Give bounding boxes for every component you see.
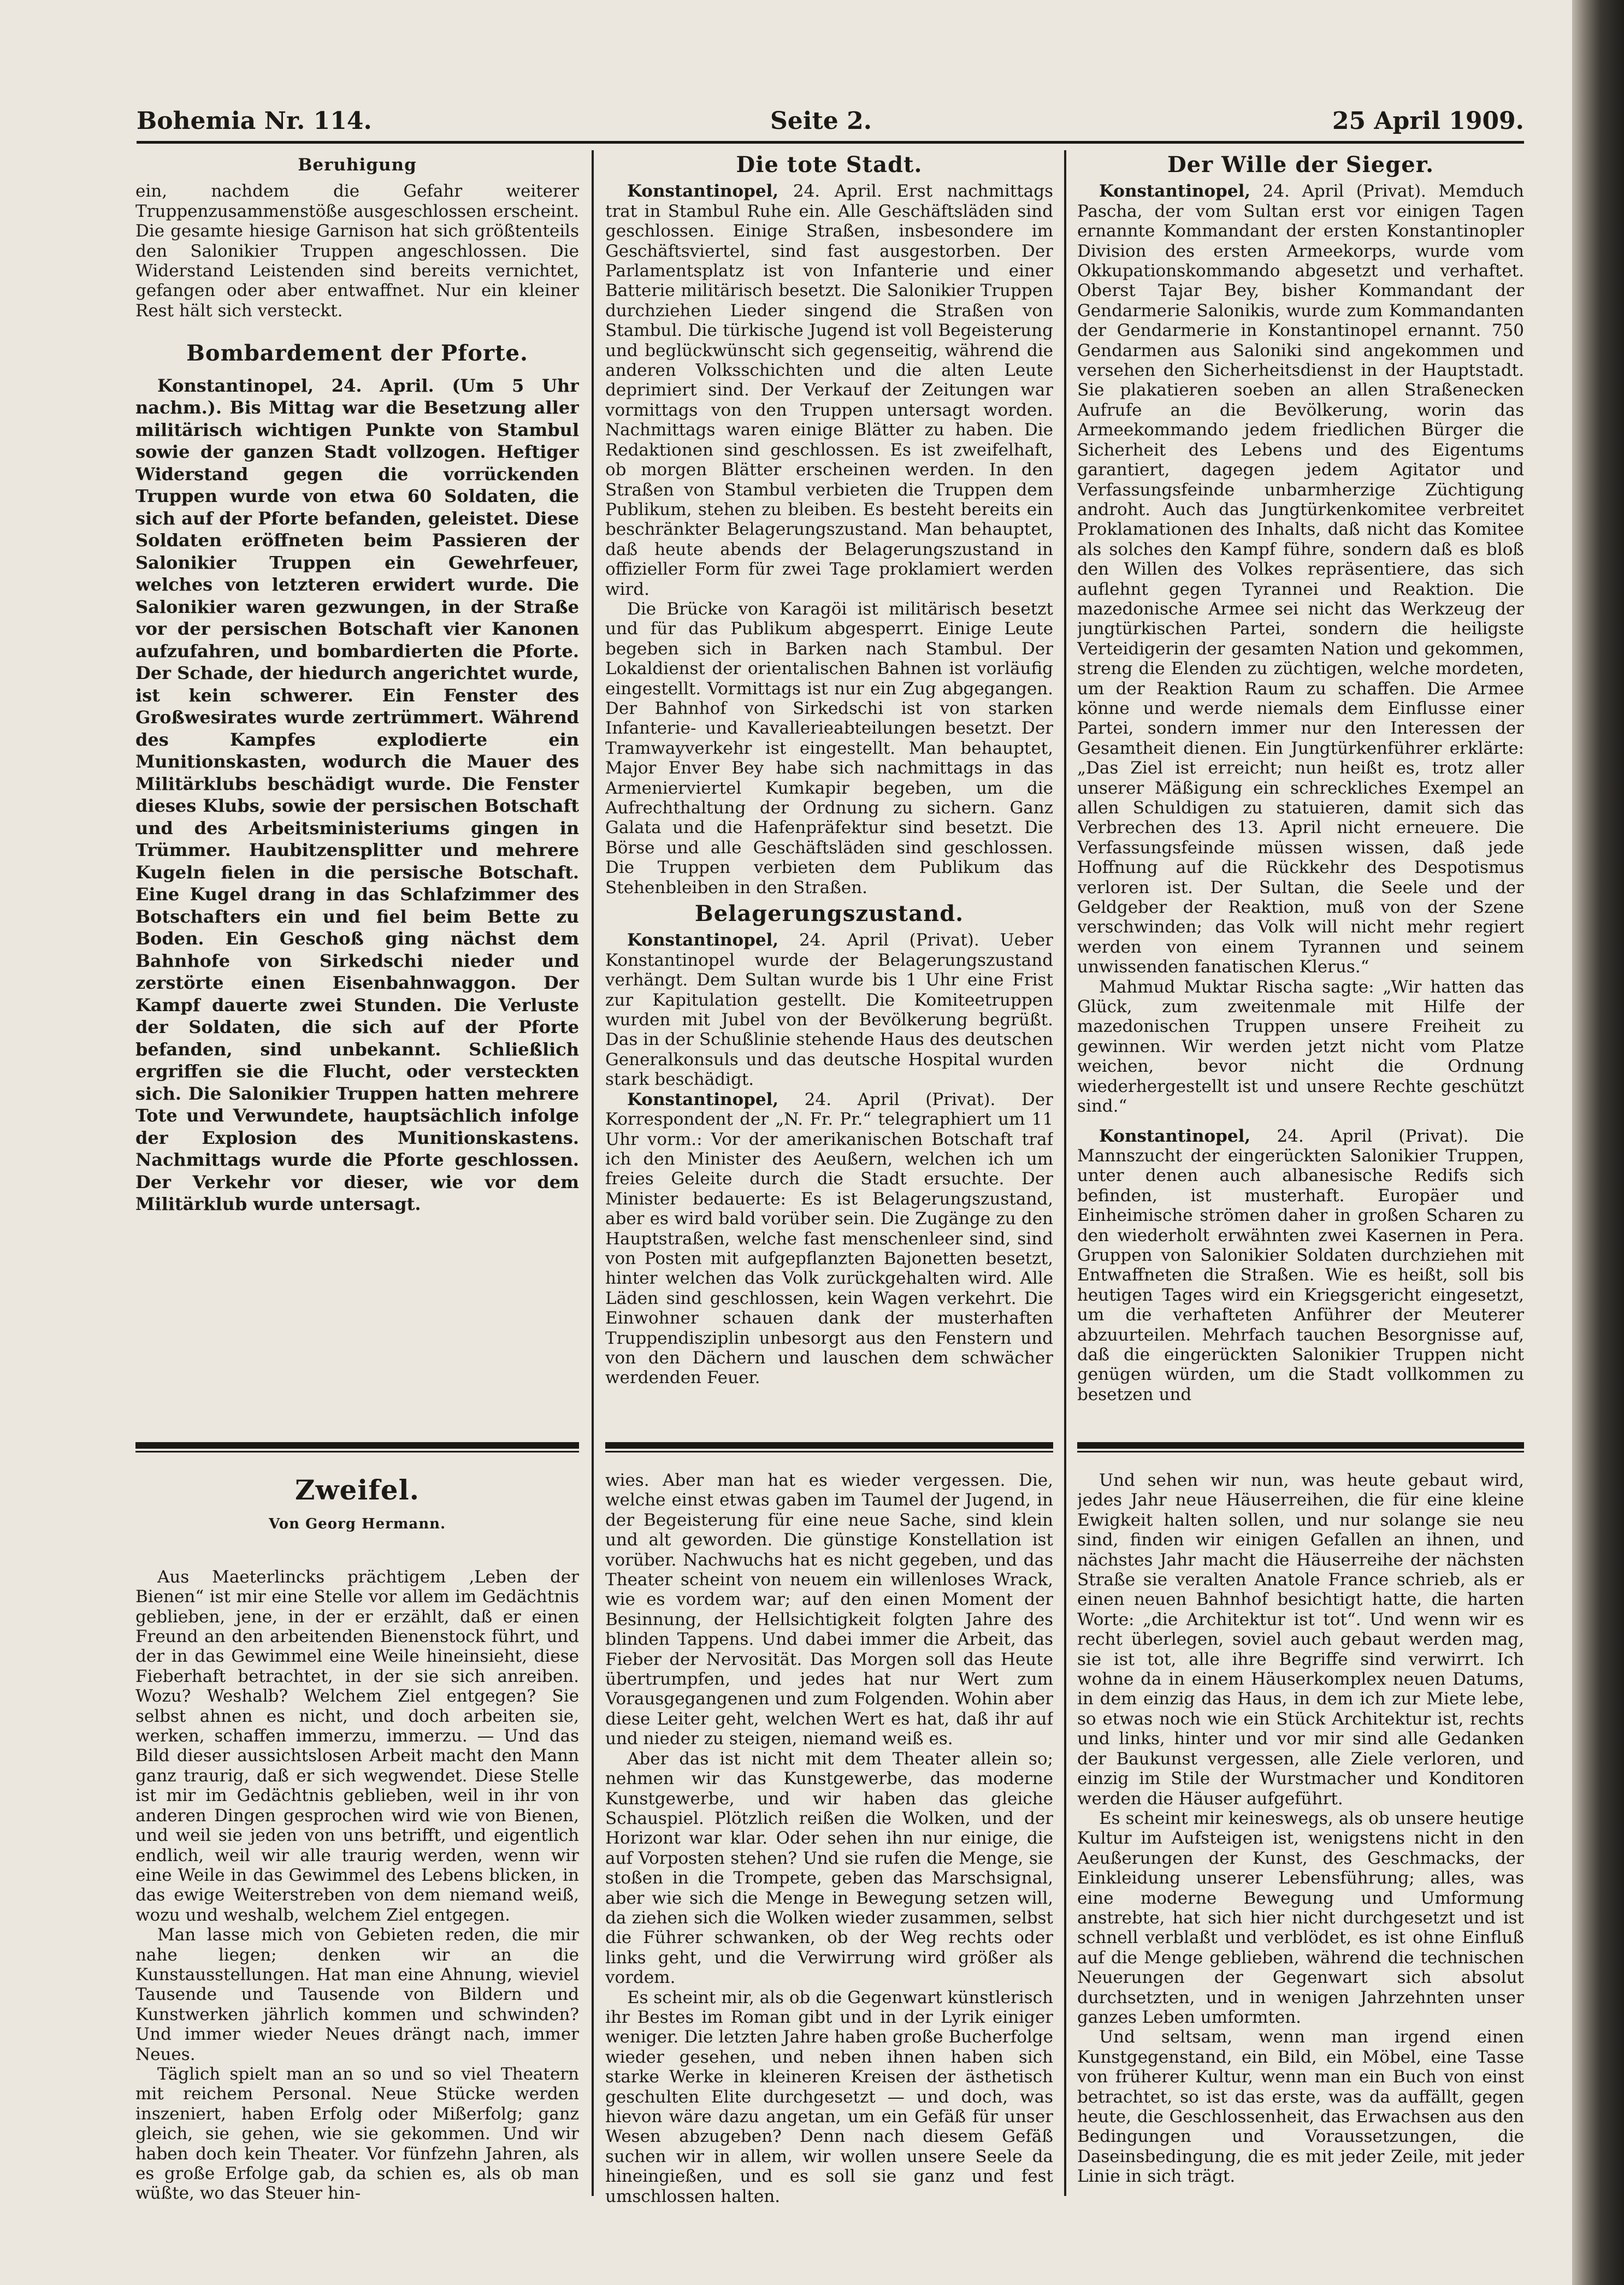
feuilleton-text: Aber das ist nicht mit dem Theater allein so; nehmen wir das Kunstgewerbe, das moderne Kunstgewerbe, und wir haben das gleiche Schauspiel. Plötzlich reißen die Wolken, und der Horizont war klar. Oder sehen ihn nur einige, die auf Vorposten stehen? Und sie rufen die Menge, sie stoßen in die Trompete, geben das Marschsignal, aber wie sich die Menge in Bewegung setzen will, da ziehen sich die Wolken wieder zusammen, selbst die Führer schwanken, ob der Weg rechts oder links geht, und die Verwirrung wird größer als vordem. (605, 1749, 1053, 1988)
issue-date: 25 April 1909. (1332, 107, 1524, 135)
feuilleton-title: Zweifel. (294, 1475, 420, 1506)
article-bombardement-text: Konstantinopel, 24. April. (Um 5 Uhr nachm.). Bis Mittag war die Besetzung aller militärisch wichtigen Punkte von Stambul sowie der ganzen Stadt vollzogen. Heftiger Widerstand gegen die vorrückenden Truppen wurde von etwa 60 Soldaten, die sich auf der Pforte befanden, geleistet. Diese Soldaten eröffneten beim Passieren der Salonikier Truppen ein Gewehrfeuer, welches von letzteren erwidert wurde. Die Salonikier waren gezwungen, in der Straße vor der persischen Botschaft vier Kanonen aufzufahren, und bombardierten die Pforte. Der Schade, der hiedurch angerichtet wurde, ist kein schwerer. Ein Fenster des Großwesirates wurde zertrümmert. Während des Kampfes explodierte ein Munitionskasten, wodurch die Mauer des Militärklubs beschädigt wurde. Die Fenster dieses Klubs, sowie der persischen Botschaft und des Arbeitsministeriums gingen in Trümmer. Haubitzensplitter und mehrere Kugeln fielen in die persische Botschaft. Eine Kugel drang in das Schlafzimmer des Botschafters ein und fiel beim Bette zu Boden. Ein Geschoß ging nächst dem Bahnhofe von Sirkedschi nieder und zerstörte einen Eisenbahnwaggon. Der Kampf dauerte zwei Stunden. Die Verluste der Soldaten, die sich auf der Pforte befanden, sind unbekannt. Schließlich ergriffen sie die Flucht, oder versteckten sich. Die Salonikier Truppen hatten mehrere Tote und Verwundete, hauptsächlich infolge der Explosion des Munitionskastens. Nachmittags wurde die Pforte geschlossen. Der Verkehr vor dieser, wie vor dem Militärklub wurde untersagt. (135, 375, 579, 1215)
article-beruhigung-text: ein, nachdem die Gefahr weiterer Truppenzusammenstöße ausgeschlossen erscheint. Die gesamte hiesige Garnison hat sich größtenteils den Salonikier Truppen angeschlossen. Die Widerstand Leistenden sind bereits vernichtet, gefangen oder aber entwaffnet. Nur ein kleiner Rest hält sich versteckt. (135, 181, 579, 321)
feuilleton-byline: Von Georg Hermann. (268, 1516, 446, 1533)
article-wille-text-3: 24. April (Privat). Die Mannszucht der eingerückten Salonikier Truppen, unter denen auch albanesische Redifs sich befinden, ist musterhaft. Europäer und Einheimische strömen daher in großen Scharen zu den wiederholt erwähnten zwei Kasernen in Pera. Gruppen von Salonikier Soldaten durchziehen mit Entwaffneten die Straßen. Wie es heißt, soll bis heutigen Tages wird ein Kriegsgericht eingesetzt, um die verhafteten Anführer der Meuterer abzuurteilen. Mehrfach tauchen Besorgnisse auf, daß die eingerückten Salonikier Truppen nicht genügen würden, um die Stadt vollkommen zu besetzen und (1077, 1126, 1524, 1404)
feuilleton-rule-thin (135, 1451, 579, 1453)
news-column-1 (135, 153, 579, 1418)
article-wille-text-2: Mahmud Muktar Rischa sagte: „Wir hatten das Glück, zum zweitenmale mit Hilfe der mazedonischen Truppen unsere Freiheit zu gewinnen. Wir werden jetzt nicht vom Platze weichen, bevor nicht die Ordnung wiederhergestellt ist und unsere Rechte geschützt sind.“ (1077, 977, 1524, 1117)
page-number: Seite 2. (770, 107, 872, 135)
feuilleton-rule (1077, 1442, 1524, 1449)
headline-tote-stadt: Die tote Stadt. (736, 153, 923, 178)
dateline: Konstantinopel, (627, 930, 779, 950)
dateline: Konstantinopel, (1099, 1126, 1251, 1146)
article-tote-stadt-text-2: Die Brücke von Karagöi ist militärisch besetzt und für das Publikum abgesperrt. Einige Leute begeben sich in Barken nach Stambul. Der Lokaldienst der orientalischen Bahnen ist vorläufig eingestellt. Vormittags ist nur ein Zug abgegangen. Der Bahnhof von Sirkedschi ist von starken Infanterie- und Kavallerieabteilungen besetzt. Der Tramwayverkehr ist eingestellt. Man behauptet, Major Enver Bey habe sich nachmittags in das Armenierviertel Kumkapir begeben, um die Aufrechthaltung der Ordnung zu sichern. Ganz Galata und die Hafenpräfektur sind besetzt. Die Börse und alle Geschäftsläden sind geschlossen. Die Truppen verbieten dem Publikum das Stehenbleiben in den Straßen. (605, 599, 1053, 898)
masthead (137, 107, 1524, 140)
feuilleton-text: wies. Aber man hat es wieder vergessen. Die, welche einst etwas gaben im Taumel der Jugend, in der Begeisterung für eine neue Sache, sind klein und alt geworden. Die günstige Konstellation ist vorüber. Nachwuchs hat es nicht gegeben, und das Theater scheint von neuem ein willenloses Wrack, wie es vordem war; auf den einen Moment der Besinnung, der Hellsichtigkeit folgten Jahre des blinden Tappens. Und dabei immer die Arbeit, das Fieber der Nervosität. Das Morgen soll das Heute übertrumpfen, und jedes hat nur Wert zum Vorausgegangenen und zum Folgenden. Wohin aber diese Leiter geht, welchen Wert es hat, daß ihr auf und nieder zu steigen, niemand weiß es. (605, 1471, 1053, 1749)
article-belagerung-text-1: 24. April (Privat). Ueber Konstantinopel wurde der Belagerungszustand verhängt. Dem Sultan wurde bis 1 Uhr eine Frist zur Kapitulation gestellt. Die Komiteetruppen wurden mit Jubel von der Bevölkerung begrüßt. Das in der Schußlinie stehende Haus des deutschen Generalkonsuls und das deutsche Hospital wurden stark beschädigt. (605, 930, 1053, 1090)
feuilleton-text: Es scheint mir keineswegs, als ob unsere heutige Kultur im Aufsteigen ist, wenigstens nicht in den Aeußerungen der Kunst, des Geschmacks, der Einkleidung unserer Lebensführung; alles, was eine moderne Bewegung und Umformung anstrebte, hat sich hier nicht durchgesetzt und ist schnell verblaßt und verblödet, es ist ohne Einfluß auf die Menge geblieben, während die technischen Neuerungen der Gegenwart sich absolut durchsetzten, und in wenigen Jahrzehnten unser ganzes Leben umformten. (1077, 1808, 1524, 2027)
masthead-rule (137, 141, 1524, 144)
headline-beruhigung: Beruhigung (298, 155, 417, 175)
article-belagerung-text-2: 24. April (Privat). Der Korrespondent der „N. Fr. Pr.“ telegraphiert um 11 Uhr vorm.: Vor der amerikanischen Botschaft traf ich den Minister des Aeußern, welchen ich um freies Geleite durch die Stadt ersuchte. Der Minister bedauerte: Es ist Belagerungszustand, aber es wird bald vorüber sein. Die Zugänge zu den Hauptstraßen, welche fast menschenleer sind, sind von Posten mit aufgepflanzten Bajonetten besetzt, hinter welchen das Volk zurückgehalten wird. Alle Läden sind geschlossen, kein Wagen verkehrt. Die Einwohner schauen dank der musterhaften Truppendisziplin unbesorgt aus den Fenstern und von den Dächern und lauschen dem schwächer werdenden Feuer. (605, 1089, 1053, 1388)
headline-belagerungszustand: Belagerungszustand. (694, 901, 964, 927)
headline-bombardement: Bombardement der Pforte. (186, 340, 528, 367)
feuilleton-text: Man lasse mich von Gebieten reden, die mir nahe liegen; denken wir an die Kunstausstellungen. Hat man eine Ahnung, wieviel Tausende und Tausende von Bildern und Kunstwerken jährlich kommen und schwinden? Und immer wieder Neues drängt nach, immer Neues. (135, 1925, 579, 2064)
issue-number: Bohemia Nr. 114. (137, 107, 372, 135)
feuilleton-rule-thin (605, 1451, 1053, 1453)
feuilleton-rule (135, 1442, 579, 1449)
news-column-2 (605, 153, 1053, 1431)
scan-edge-shadow (1572, 0, 1624, 2285)
dateline: Konstantinopel, (627, 1089, 779, 1109)
dateline: Konstantinopel, (1099, 181, 1251, 202)
news-column-3 (1077, 153, 1524, 1442)
feuilleton-column-3 (1077, 1471, 1524, 2224)
feuilleton-rule-thin (1077, 1451, 1524, 1453)
feuilleton-text: Täglich spielt man an so und so viel Theatern mit reichem Personal. Neue Stücke werden inszeniert, haben Erfolg oder Mißerfolg; ganz gleich, sie gehen, wie sie gekommen. Und wir haben doch kein Theater. Vor fünfzehn Jahren, als es große Erfolge gab, da schien es, als ob man wüßte, wo das Steuer hin- (135, 2064, 579, 2204)
feuilleton-column-1 (135, 1475, 579, 2223)
column-rule-2 (1064, 150, 1066, 2196)
feuilleton-column-2 (605, 1471, 1053, 2224)
feuilleton-text: Aus Maeterlincks prächtigem ‚Leben der Bienen“ ist mir eine Stelle vor allem im Gedächtnis geblieben, jene, in der er erzählt, daß er einen Freund an den arbeitenden Bienenstock führt, und der in das Gewimmel eine Weile hineinsieht, diese Fieberhaft betrachtet, in der sie sich anreiben. Wozu? Weshalb? Welchem Ziel entgegen? Sie selbst ahnen es nicht, und doch arbeiten sie, werken, schaffen immerzu, immerzu. — Und das Bild dieser aussichtslosen Arbeit macht den Mann ganz traurig, daß er sich wegwendet. Diese Stelle ist mir im Gedächtnis geblieben, weil in ihr von anderen Dingen gesprochen wird wie von Bienen, und weil sie jeden von uns betrifft, und eigentlich endlich, weil wir alle traurig werden, wenn wir eine Weile in das Gewimmel des Lebens blicken, in das ewige Weiterstreben von dem niemand weiß, wozu und weshalb, welchem Ziel entgegen. (135, 1567, 579, 1925)
column-rule-1 (592, 150, 594, 2196)
article-wille-text-1: 24. April (Privat). Memduch Pascha, der vom Sultan erst vor einigen Tagen ernannte Kommandant der ersten Konstantinopler Division des ersten Armeekorps, wurde vom Okkupationskommando abgesetzt und verhaftet. Oberst Tajar Bey, bisher Kommandant der Gendarmerie Salonikis, wurde zum Kommandanten der Gendarmerie in Konstantinopel ernannt. 750 Gendarmen aus Saloniki sind angekommen und versehen den Sicherheitsdienst in der Hauptstadt. Sie plakatieren soeben an allen Straßenecken Aufrufe an die Bevölkerung, worin das Armeekommando jedem friedlichen Bürger die Sicherheit des Lebens und des Eigentums garantiert, dagegen jedem Agitator und Verfassungsfeinde unbarmherzige Züchtigung androht. Auch das Jungtürkenkomitee verbreitet Proklamationen des Inhalts, daß nicht das Komitee als solches den Kampf führe, sondern daß es bloß den Willen des Volkes repräsentiere, das sich auflehnt gegen Tyrannei und Reaktion. Die mazedonische Armee sei nicht das Werkzeug der jungtürkischen Partei, sondern die heiligste Verteidigerin der gesamten Nation und gekommen, streng die Elenden zu züchtigen, welche mordeten, um der Reaktion Raum zu schaffen. Die Armee könne und werde niemals dem Einflusse einer Partei, sondern immer nur den Interessen der Gesamtheit dienen. Ein Jungtürkenführer erklärte: „Das Ziel ist erreicht; nun heißt es, trotz aller unserer Mäßigung ein schreckliches Exempel an allen Schuldigen zu statuieren, damit sich das Verbrechen des 13. April nicht erneuere. Die Verfassungsfeinde müssen wissen, daß jede Hoffnung auf die Rückkehr des Despotismus verloren ist. Der Sultan, die Seele und der Geldgeber der Reaktion, muß von der Szene verschwinden; das Volk will nicht mehr regiert werden von einem Tyrannen und seinem unwissenden fanatischen Klerus.“ (1077, 181, 1524, 977)
dateline: Konstantinopel, (627, 181, 779, 202)
feuilleton-text: Es scheint mir, als ob die Gegenwart künstlerisch ihr Bestes im Roman gibt und in der Lyrik einiger weniger. Die letzten Jahre haben große Bucherfolge wieder gesehen, und neben ihnen haben sich starke Werke in kleineren Kreisen der ästhetisch geschulten Elite durchgesetzt — und doch, was hievon wäre dazu angetan, um ein Gefäß für unser Wesen abzugeben? Denn nach diesem Gefäß suchen wir in allem, wir wollen unsere Seele da hineingießen, und es soll sie ganz und fest umschlossen halten. (605, 1987, 1053, 2206)
headline-wille-der-sieger: Der Wille der Sieger. (1167, 153, 1434, 178)
feuilleton-text: Und seltsam, wenn man irgend einen Kunstgegenstand, ein Bild, ein Möbel, eine Tasse von früherer Kultur, wenn man ein Buch von einst betrachtet, so ist das erste, was da auffällt, gegen heute, die Geschlossenheit, das Erwachsen aus den Bedingungen und Voraussetzungen, die Daseinsbedingung, die es mit jeder Zeile, mit jeder Linie in sich trägt. (1077, 2027, 1524, 2187)
feuilleton-rule (605, 1442, 1053, 1449)
article-tote-stadt-text-1: 24. April. Erst nachmittags trat in Stambul Ruhe ein. Alle Geschäftsläden sind geschlossen. Einige Straßen, insbesondere im Geschäftsviertel, sind fast ausgestorben. Der Parlamentsplatz ist von Infanterie und einer Batterie militärisch besetzt. Die Salonikier Truppen durchziehen Lieder singend die Straßen von Stambul. Die türkische Jugend ist voll Begeisterung und beglückwünscht sich gegenseitig, während die anderen Volksschichten und die alten Leute deprimiert sind. Der Verkauf der Zeitungen war vormittags von den Truppen untersagt worden. Nachmittags waren einige Blätter zu haben. Die Redaktionen sind geschlossen. Es ist zweifelhaft, ob morgen Blätter erscheinen werden. In den Straßen von Stambul verbieten die Truppen dem Publikum, stehen zu bleiben. Es besteht bereits ein beschränkter Belagerungszustand. Man behauptet, daß heute abends der Belagerungszustand in offizieller Form für zwei Tage proklamiert werden wird. (605, 181, 1053, 599)
feuilleton-text: Und sehen wir nun, was heute gebaut wird, jedes Jahr neue Häuserreihen, die für eine kleine Ewigkeit halten sollen, und nur solange sie neu sind, finden wir einigen Gefallen an ihnen, und nächstes Jahr macht die Häuserreihe der nächsten Straße sie veralten Anatole France schrieb, als er einen neuen Bahnhof besichtigt hatte, die harten Worte: „die Architektur ist tot“. Und wenn wir es recht überlegen, soviel auch gebaut werden mag, sie ist tot, alle ihre Begriffe sind verwirrt. Ich wohne da in einem Häuserkomplex neuen Datums, in dem einzig das Haus, in dem ich zur Miete lebe, so etwas noch wie ein Stück Architektur ist, rechts und links, hinter und vor mir sind alle Gedanken der Baukunst vergessen, alle Ziele verloren, und einzig im Stile der Wurstmacher und Konditoren werden die Häuser aufgeführt. (1077, 1471, 1524, 1809)
